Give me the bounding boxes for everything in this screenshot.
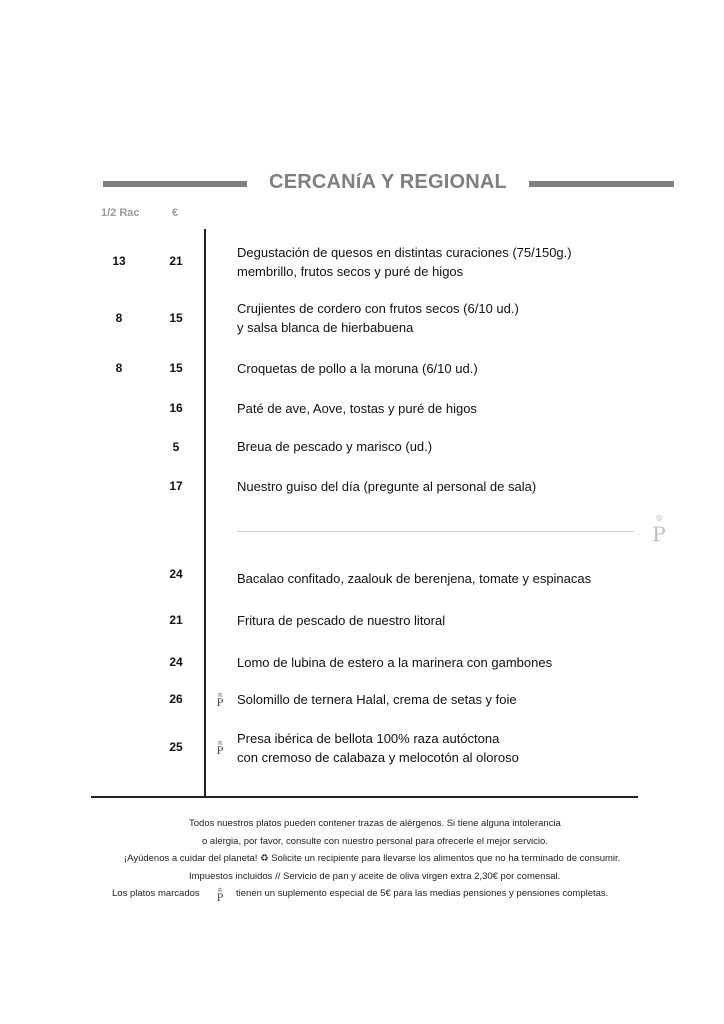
- title-rule-left: [103, 181, 247, 187]
- section-title: CERCANíA Y REGIONAL: [269, 171, 507, 193]
- item-price: 25: [169, 740, 183, 754]
- item-name: Bacalao confitado, zaalouk de berenjena, tomate y espinacas: [237, 571, 592, 586]
- item-name: Lomo de lubina de estero a la marinera con gambones: [237, 655, 553, 670]
- item-half-price: 8: [115, 311, 123, 325]
- item-price: 21: [169, 254, 183, 268]
- crown-icon: ♔: [654, 514, 664, 524]
- item-name: Degustación de quesos en distintas curaciones (75/150g.) membrillo, frutos secos y puré de higos: [237, 245, 572, 279]
- planet-note: ¡Ayúdenos a cuidar del planeta! ♻ Solicite un recipiente para llevarse los alimentos que no ha terminado de consumir.: [124, 853, 621, 864]
- item-name: Croquetas de pollo a la moruna (6/10 ud.): [237, 361, 478, 376]
- supplement-note-label: Los platos marcados: [112, 888, 200, 899]
- item-price: 26: [169, 692, 183, 706]
- item-price: 16: [169, 401, 183, 415]
- section-separator: [237, 531, 634, 532]
- item-name: Crujientes de cordero con frutos secos (6/10 ud.) y salsa blanca de hierbabuena: [237, 301, 519, 335]
- supplement-note-text: tienen un suplemento especial de 5€ para las medias pensiones y pensiones completas.: [236, 888, 609, 899]
- item-price: 17: [169, 479, 183, 493]
- item-price: 5: [172, 440, 180, 454]
- item-name: Nuestro guiso del día (pregunte al personal de sala): [237, 479, 537, 494]
- half-portion-header: 1/2 Rac: [101, 207, 140, 219]
- supplement-mark-icon: ♔ P: [216, 887, 224, 904]
- supplement-mark-icon: ♔ P: [216, 692, 224, 709]
- item-price: 21: [169, 613, 183, 627]
- price-header: €: [172, 207, 179, 219]
- menu-bottom-rule: [91, 796, 638, 798]
- item-name: Paté de ave, Aove, tostas y puré de higos: [237, 401, 477, 416]
- item-name: Breua de pescado y marisco (ud.): [237, 439, 433, 454]
- item-price: 15: [169, 361, 183, 375]
- item-name: Presa ibérica de bellota 100% raza autóctona con cremoso de calabaza y melocotón al oloroso: [237, 731, 519, 765]
- supplement-mark-icon: ♔ P: [216, 740, 224, 757]
- allergen-note-2: o alergia, por favor, consulte con nuestro personal para ofrecerle el mejor servicio.: [202, 836, 548, 847]
- item-price: 24: [169, 655, 183, 669]
- crown-p-logo-icon: [646, 515, 672, 544]
- item-price: 15: [169, 311, 183, 325]
- column-divider: [204, 229, 206, 797]
- tax-note: Impuestos incluidos // Servicio de pan y aceite de oliva virgen extra 2,30€ por comensal.: [189, 871, 561, 882]
- item-name: Fritura de pescado de nuestro litoral: [237, 613, 446, 628]
- title-rule-right: [529, 181, 674, 187]
- item-name: Solomillo de ternera Halal, crema de setas y foie: [237, 692, 517, 707]
- item-half-price: 13: [112, 254, 126, 268]
- logo-letter: P: [652, 522, 666, 546]
- item-half-price: 8: [115, 361, 123, 375]
- item-price: 24: [169, 567, 183, 581]
- allergen-note-1: Todos nuestros platos pueden contener trazas de alérgenos. Si tiene alguna intolerancia: [189, 818, 561, 829]
